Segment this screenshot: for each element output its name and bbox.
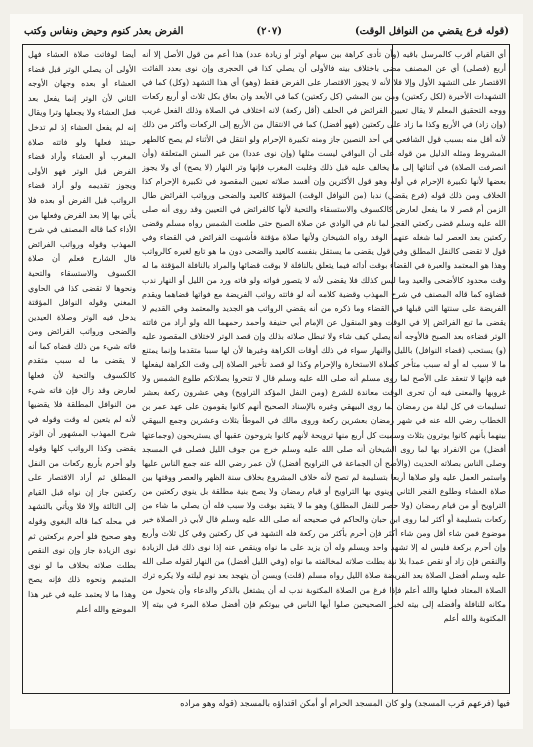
page-number: (٢٠٧) xyxy=(256,26,282,37)
book-page xyxy=(10,14,523,729)
header-right: (قوله فرع يقضي من النوافل الوقت) xyxy=(354,26,509,37)
catchword: فيها (فرعهم قرب المسجد) ولو كان المسجد الحرام أو أمكن اقتداؤه بالمسجد (قوله وهو مراده xyxy=(180,699,510,709)
header-left: الفرض بعذر كنوم وحيض ونفاس وكتب xyxy=(24,26,184,37)
main-text: أي القيام أقرب كالمرسل باقيه (وأن تأدى كراهة بين سهام أوتر أو زيادة عدد) هذا أعم من قول الأصل إلا أنه أربع (فصلى) أي عن المصنف مضى باختلاف بينه فالأولى أن يصلي كذا في الحجرى وإن نوى بعدد الفائت الاقتصار على التشهد الأول وإلا فلا لأنه لا يجوز الاقتصار على الفرض فقط (وهو) أي هذا التشهد (وكل) كما في التشهدات الأخيرة (لكل ركعتين) ومن بين المشي (كل ركعتين) كما في الأبعد وان بعاق بكل ثلاث أو أربع ركعات ووجه التحقيق المعلم لا يقال تعيين الفرائض في الحلف (أقل ركعة) لانه اختلاف في الصلاة وذلك الفعل غريب (وإن زاد) في الأربع وكذا ما زاد على ركعتين (فهو أفضل) كما في الانتقال من الأربع إلى الركعات وأكثر من ذلك لأنه أقل منه بسبب قول الشافعي في أحد النصين جاز ومنه تكبيرة الإحرام ولو انتقل في الأثناء لم يصح كالطهر المشروط ومثله الدليل من قوله على أن البواقي ليست مثلها (وإن نوى عددا) من غير السنن المتعلقة (وأن انصرفت الصلاة) في أثنائها إلى ما يخالف عليه قبل ذلك وغلبت المغرب فإنها وتر النهار (لا يصح) أي ولا يجوز بعضها لأنها تكبيرة الإحرام في أوله وهو قول الأكثرين وإن أفسد صلاته تعيين المقصود في تكبيرة الإحرام كذا الخلاف ومن ذلك قوله (فرع يقضي) ندبا (من النوافل الوقت) المؤقتة كالعيد والضحى ورواتب الفرائض طال الزمن أم قصر لا ما يفعل لعارض كالكسوف والاستسقاء والتحية لأنها كالفرائض في التعيين وقد روى أنه صلى الله عليه وسلم قضى ركعتي الفجر لما نام في الوادي عن صلاة الصبح حتى طلعت الشمس رواه مسلم وقضى ركعتين بعد العصر لما شغله عنهما الوفد رواه الشيخان ولأنها صلاة مؤقتة فأشبهت الفرائض في القضاء وفي قول لا تقضى كالنفل المطلق وفي قول يقضى ما يستقل بنفسه كالعيد والضحى دون ما هو تابع لغيره كالرواتب وهذا هو المعتمد والعبرة في القضاء بوقت أدائه فيما يتعلق بالنافلة لا بوقت قضائها والمراد بالنافلة المؤقتة ما له وقت محدود كالأضحى والعيد وما ليس كذلك فلا يقضى لأنه لا يتصور فواته ولو فاته ورد من الليل أو النهار ندب قضاؤه كما قاله المصنف في شرح المهذب وقضية كلامه أنه لو فاتته رواتب الفريضة مع فواتها قضاهما ويقدم الفريضة على سنتها التي قبلها في القضاء وما ذكره من أنه يقضي الرواتب هو الجديد والمعتمد وفي القديم لا يقضى ما تبع الفرائض إلا في الوقت وهو المنقول عن الإمام أبي حنيفة وأحمد رحمهما الله ولو أراد من فاتته الوتر قضاءه بعد الصبح فالأوجه أنه يصلي كيف شاء ولا تبطل صلاته بذلك وإن قصد الوتر لاختلاف المقصود عليه (و) يستحب (قضاء النوافل) بالليل والنهار سواء في ذلك أوقات الكراهة وغيرها لأن لها سببا متقدما وإنما يمتنع ما لا سبب له أو له سبب متأخر كصلاة الاستخارة والإحرام وكذا لو قصد تأخير الصلاة إلى وقت الكراهة ليفعلها فيه فإنها لا تنعقد على الأصح لما روى مسلم أنه صلى الله عليه وسلم قال لا تتحروا بصلاتكم طلوع الشمس ولا غروبها والمعنى فيه أن تحرى الوقت معاندة للشرع (ومن النفل المؤكد التراويح) وهي عشرون ركعة بعشر تسليمات في كل ليلة من رمضان لما روى البيهقي وغيره بالإسناد الصحيح أنهم كانوا يقومون على عهد عمر بن الخطاب رضي الله عنه في شهر رمضان بعشرين ركعة وروى مالك في الموطأ بثلاث وعشرين وجمع البيهقي بينهما بأنهم كانوا يوترون بثلاث وسميت كل أربع منها ترويحة لأنهم كانوا يتروحون عقبها أي يستريحون (وجماعتها أفضل) من الانفراد بها لما روى الشيخان أنه صلى الله عليه وسلم خرج من جوف الليل فصلى في المسجد وصلى الناس بصلاته الحديث (والأصح أن الجماعة في التراويح أفضل) لأن عمر رضي الله عنه جمع الناس عليها واستمر العمل عليه ولو صلاها أربعا بتسليمة لم تصح لأنه خلاف المشروع بخلاف سنة الظهر والعصر ووقتها بين صلاة العشاء وطلوع الفجر الثاني وينوي بها التراويح أو قيام رمضان ولا يصح بنية مطلقة بل ينوي ركعتين من التراويح أو من قيام رمضان (ولا حصر للنفل المطلق) وهو ما لا يتقيد بوقت ولا سبب فله أن يصلي ما شاء من ركعات بتسليمة أو أكثر لما روى ابن حبان والحاكم في صحيحه أنه صلى الله عليه وسلم قال لأبي ذر الصلاة خير موضوع فمن شاء أقل ومن شاء أكثر فإن أحرم بأكثر من ركعة فله التشهد في كل ركعتين وفي كل ثلاث وأربع وإن أحرم بركعة فليس له إلا تشهد واحد ويسلم وله أن يزيد على ما نواه وينقص عنه إذا نوى ذلك قبل الزيادة والنقص فإن زاد أو نقص عمدا بلا نية بطلت صلاته لمخالفته ما نواه (وفي الليل أفضل) من النهار لقوله صلى الله عليه وسلم أفضل الصلاة بعد الفريضة صلاة الليل رواه مسلم (قلت) ويسن أن يتهجد بعد نوم ليلته ولا يكره ترك الصلاة المعتاد فعلها والله أعلم فإذا فرغ من الصلاة المكتوبة ندب له أن يشتغل بالذكر والدعاء وأن يتحول من مكانه للنافلة وأفضله إلى بيته لخبر الصحيحين صلوا أيها الناس في بيوتكم فإن أفضل صلاة المرء في بيته إلا المكتوبة والله أعلم xyxy=(142,50,506,623)
main-text-column xyxy=(142,48,506,688)
side-text: أيضا لوفاتت صلاة العشاء فهل الأولى أن يصلي الوتر قبل قضاء العشاء أو بعده وجهان الأوجه الثاني لأن الوتر إنما يفعل بعد فعل العشاء ولا يجعلها وترا ويقال إنه لم يفعل العشاء إذ لم تدخل حينئذ فعلها ولو فاتته صلاة المغرب أو العشاء وأراد قضاء الفرض قبل الوتر فهو الأولى ويجوز تقديمه ولو أراد قضاء الرواتب قبل الفرض أو بعده فلا يأتي بها إلا بعد الفرض وفعلها من الأداء كما قاله المصنف في شرح المهذب وقوله ورواتب الفرائض قال الشارح فعلم أن صلاة الكسوف والاستسقاء والتحية ونحوها لا تقضى كذا في الحاوي المغني وقوله النوافل المؤقتة يدخل فيه الوتر وصلاة العيدين والضحى ورواتب الفرائض ومن فاته شيء من ذلك قضاه كما أنه لا يقضى ما له سبب متقدم كالكسوف والتحية لأن فعلها لعارض وقد زال فإن فاته شيء من النوافل المطلقة فلا يقضيها لأنه لم يتعين له وقت وقوله في شرح المهذب المشهور أن الوتر يقضى وكذا الرواتب كلها وقوله ولو أحرم بأربع ركعات من النفل المطلق ثم أراد الاقتصار على ركعتين جاز إن نواه قبل القيام إلى الثالثة وإلا فلا ويأتي بالتشهد في محله كما قاله البغوي وقوله وهو صحيح فلو أحرم بركعتين ثم نوى الزيادة جاز وإن نوى النقص بطلت صلاته بخلاف ما لو نوى المتيمم ونحوه ذلك فإنه يصح وهذا ما لا يعتمد عليه في غير هذا الموضع والله أعلم xyxy=(28,50,136,614)
running-header xyxy=(24,22,509,42)
margin-commentary-column xyxy=(28,48,136,688)
